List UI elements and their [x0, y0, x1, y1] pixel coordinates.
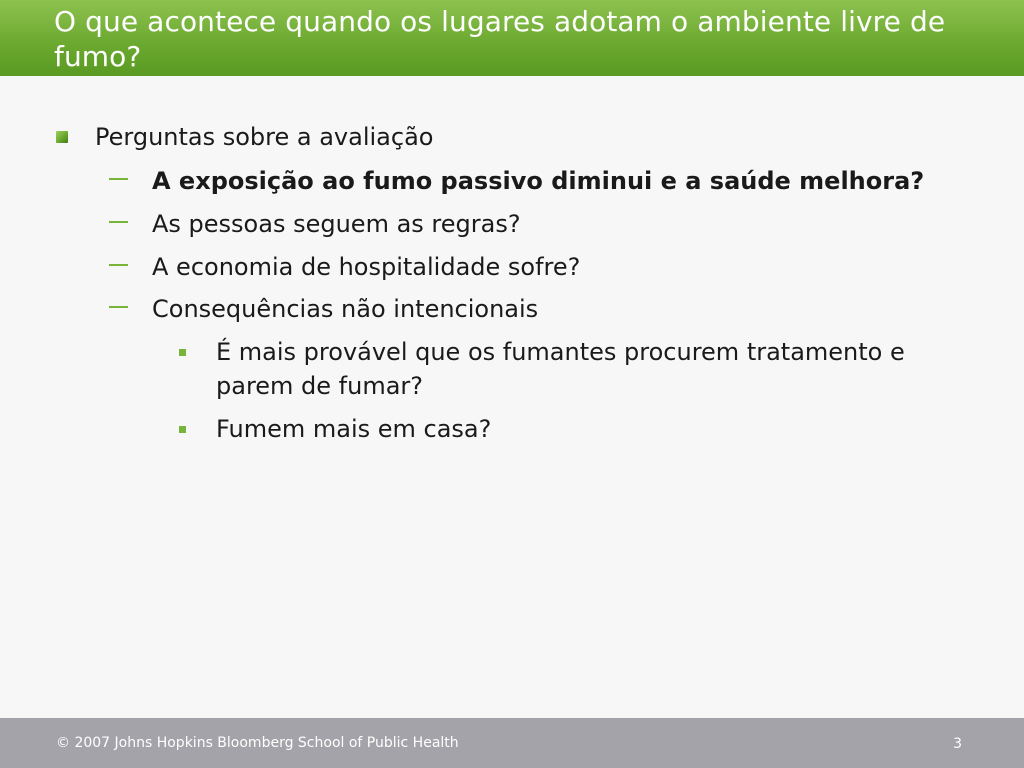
slide-content: [0, 76, 1024, 718]
page-number: 3: [953, 736, 962, 752]
bullet-text: A economia de hospitalidade sofre?: [152, 253, 581, 281]
dash-bullet-icon: [109, 178, 128, 180]
bullet-text: É mais provável que os fumantes procurem tratamento e parem de fumar?: [216, 338, 905, 400]
bullet-text: As pessoas seguem as regras?: [152, 210, 521, 238]
slide-title: O que acontece quando os lugares adotam o ambiente livre de fumo?: [54, 5, 946, 73]
small-square-bullet-icon: [179, 349, 186, 356]
dash-bullet-icon: [109, 221, 128, 223]
dash-bullet-icon: [109, 264, 128, 266]
bullet-square-icon: [56, 131, 68, 143]
bullet-text: Fumem mais em casa?: [216, 415, 492, 443]
dash-bullet-icon: [109, 306, 128, 308]
small-square-bullet-icon: [179, 426, 186, 433]
copyright-text: © 2007 Johns Hopkins Bloomberg School of Public Health: [56, 735, 459, 751]
bullet-text: A exposição ao fumo passivo diminui e a saúde melhora?: [152, 167, 925, 195]
bullet-text: Consequências não intencionais: [152, 295, 539, 323]
title-bar: [0, 0, 1024, 76]
footer-bar: [0, 718, 1024, 768]
bullet-text: Perguntas sobre a avaliação: [95, 123, 434, 151]
